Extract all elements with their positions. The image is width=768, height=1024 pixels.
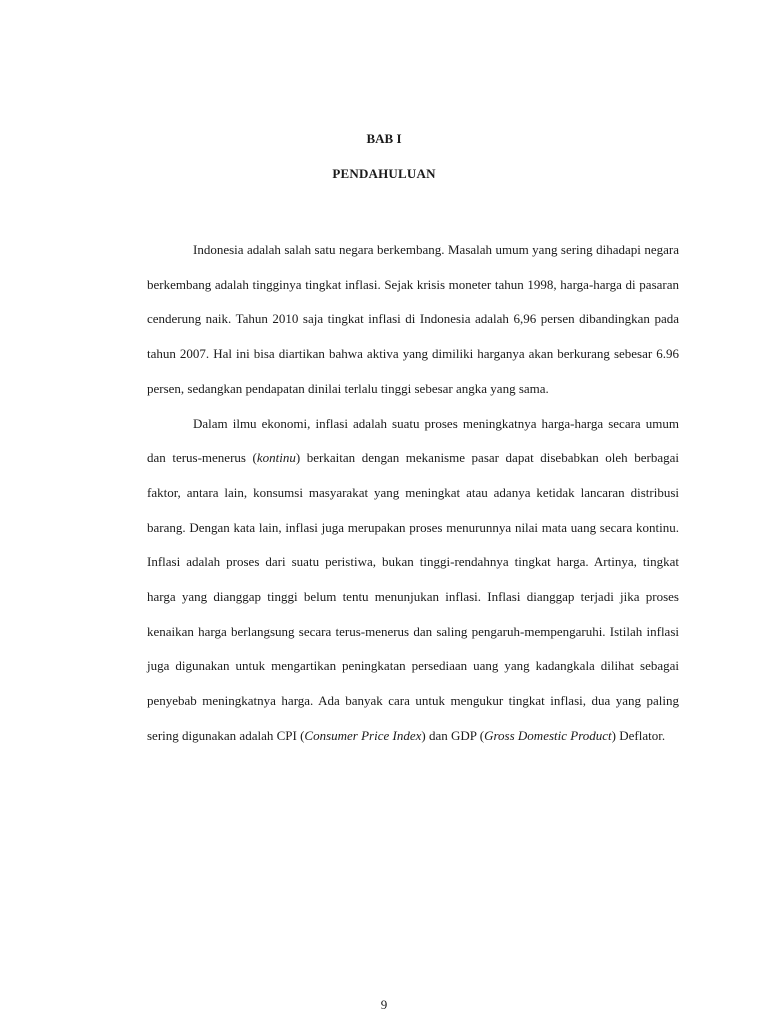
italic-term-gdp: Gross Domestic Product bbox=[484, 727, 612, 743]
paragraph-2-text-2: ) berkaitan dengan mekanisme pasar dapat disebabkan oleh berbagai faktor, antara lain, konsumsi masyarakat yang meningkat atau adanya ketidak lancaran distribusi barang. Dengan kata lain, inflasi juga merupakan proses menurunnya nilai mata uang secara kontinu. Inflasi adalah proses dari suatu peristiwa, bukan tinggi-rendahnya tingkat harga. Artinya, tingkat harga yang dianggap tinggi belum tentu menunjukan inflasi. Inflasi dianggap terjadi jika proses kenaikan harga berlangsung secara terus-menerus dan saling pengaruh-mempengaruhi. Istilah inflasi juga digunakan untuk mengartikan peningkatan persediaan uang yang kadangkala dilihat sebagai penyebab meningkatnya harga. Ada banyak cara untuk mengukur tingkat inflasi, dua yang paling sering digunakan adalah CPI ( bbox=[147, 450, 679, 743]
italic-term-cpi: Consumer Price Index bbox=[304, 727, 422, 743]
italic-term-kontinu: kontinu bbox=[256, 450, 296, 466]
paragraph-2-text-3: ) dan GDP ( bbox=[421, 727, 485, 743]
body-text bbox=[147, 233, 679, 754]
chapter-number: BAB I bbox=[366, 131, 402, 146]
paragraph-2-text-4: ) Deflator. bbox=[611, 727, 666, 743]
page-number: 9 bbox=[380, 997, 388, 1012]
paragraph-2 bbox=[147, 407, 679, 754]
paragraph-1: Indonesia adalah salah satu negara berkembang. Masalah umum yang sering dihadapi negara berkembang adalah tingginya tingkat inflasi. Sejak krisis moneter tahun 1998, harga-harga di pasaran cenderung naik. Tahun 2010 saja tingkat inflasi di Indonesia adalah 6,96 persen dibandingkan pada tahun 2007. Hal ini bisa diartikan bahwa aktiva yang dimiliki harganya akan berkurang sebesar 6.96 persen, sedangkan pendapatan dinilai terlalu tinggi sebesar angka yang sama. bbox=[147, 242, 679, 396]
chapter-title: PENDAHULUAN bbox=[332, 166, 436, 181]
paragraph-2-text-1: Dalam ilmu ekonomi, inflasi adalah suatu proses meningkatnya harga-harga secara umum dan terus-menerus ( bbox=[147, 415, 679, 466]
